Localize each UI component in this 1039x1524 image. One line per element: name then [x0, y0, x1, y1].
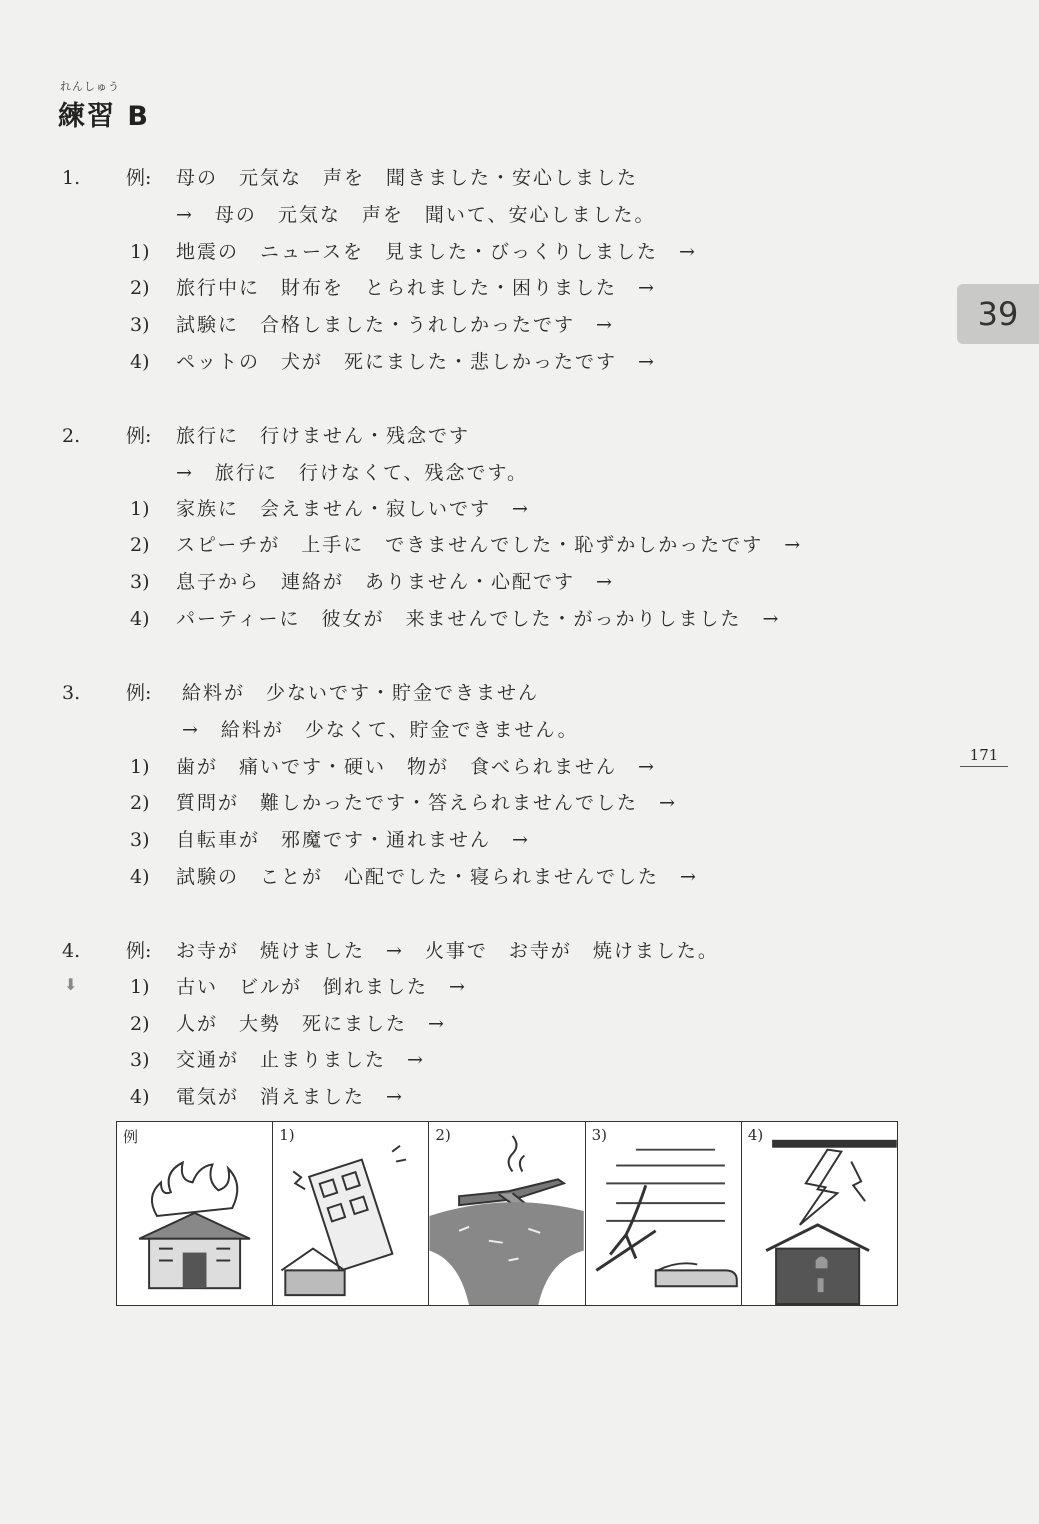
picture-strip [116, 1121, 898, 1306]
item-number: 3) [130, 829, 150, 851]
item-text: 試験に 合格しました・うれしかったです → [176, 314, 614, 336]
page-title [58, 78, 150, 133]
example-sentence: お寺が 焼けました → 火事で お寺が 焼けました。 [176, 940, 719, 962]
item-number: 1) [130, 498, 150, 520]
item-text: 試験の ことが 心配でした・寝られませんでした → [176, 866, 698, 888]
item-number: 2) [130, 277, 150, 299]
item-text: ペットの 犬が 死にました・悲しかったです → [176, 351, 656, 373]
lightning-house-icon [742, 1122, 897, 1305]
exercise-number: 2. [62, 425, 81, 447]
item-text: 家族に 会えません・寂しいです → [176, 498, 530, 520]
item-number: 1) [130, 976, 150, 998]
picture-example-temple-fire [117, 1122, 273, 1305]
item-number: 4) [130, 351, 150, 373]
example-sentence: 旅行に 行けません・残念です [176, 425, 471, 447]
exercise-number: 3. [62, 682, 81, 704]
example-answer: → 給料が 少なくて、貯金できません。 [182, 719, 579, 741]
item-text: 息子から 連絡が ありません・心配です → [176, 571, 614, 593]
item-text: 人が 大勢 死にました → [176, 1013, 446, 1035]
collapsed-building-icon [273, 1122, 428, 1305]
item-number: 2) [130, 534, 150, 556]
item-text: 古い ビルが 倒れました → [176, 976, 467, 998]
picture-4-lightning [742, 1122, 897, 1305]
item-text: パーティーに 彼女が 来ませんでした・がっかりしました → [176, 608, 781, 630]
item-text: 歯が 痛いです・硬い 物が 食べられません → [176, 756, 656, 778]
example-answer: → 母の 元気な 声を 聞いて、安心しました。 [176, 204, 656, 226]
example-label: 例: [126, 425, 152, 447]
item-number: 4) [130, 1086, 150, 1108]
exercise-number: 1. [62, 167, 81, 189]
picture-label: 例 [123, 1128, 139, 1146]
item-number: 4) [130, 866, 150, 888]
title-text: 練習 B [58, 101, 150, 132]
page-number: 171 [960, 746, 1008, 767]
item-text: 旅行中に 財布を とられました・困りました → [176, 277, 656, 299]
item-text: 質問が 難しかったです・答えられませんでした → [176, 792, 677, 814]
item-number: 4) [130, 608, 150, 630]
item-number: 3) [130, 314, 150, 336]
item-text: 自転車が 邪魔です・通れません → [176, 829, 530, 851]
example-sentence: 給料が 少ないです・貯金できません [182, 682, 540, 704]
title-furigana: れんしゅう [60, 80, 120, 93]
plane-crash-icon [429, 1122, 584, 1305]
example-sentence: 母の 元気な 声を 聞きました・安心しました [176, 167, 639, 189]
item-number: 3) [130, 1049, 150, 1071]
picture-2-plane-crash [429, 1122, 585, 1305]
down-arrow-icon: ⬇ [64, 975, 78, 994]
item-text: 電気が 消えました → [176, 1086, 404, 1108]
storm-icon [586, 1122, 741, 1305]
item-number: 1) [130, 241, 150, 263]
item-text: 地震の ニュースを 見ました・びっくりしました → [176, 241, 697, 263]
item-number: 2) [130, 792, 150, 814]
item-number: 3) [130, 571, 150, 593]
item-text: スピーチが 上手に できませんでした・恥ずかしかったです → [176, 534, 803, 556]
example-answer: → 旅行に 行けなくて、残念です。 [176, 462, 529, 484]
picture-label: 4) [747, 1126, 764, 1144]
item-number: 2) [130, 1013, 150, 1035]
picture-1-collapsed-building [273, 1122, 429, 1305]
example-label: 例: [126, 167, 152, 189]
exercise-number: 4. [62, 940, 81, 962]
picture-label: 3) [591, 1126, 608, 1144]
example-label: 例: [126, 940, 152, 962]
burning-temple-icon [117, 1122, 272, 1305]
picture-label: 2) [435, 1126, 451, 1144]
item-number: 1) [130, 756, 150, 778]
example-label: 例: [126, 682, 152, 704]
item-text: 交通が 止まりました → [176, 1049, 425, 1071]
picture-3-storm [586, 1122, 742, 1305]
chapter-tab: 39 [957, 284, 1039, 344]
picture-label: 1) [279, 1126, 295, 1144]
